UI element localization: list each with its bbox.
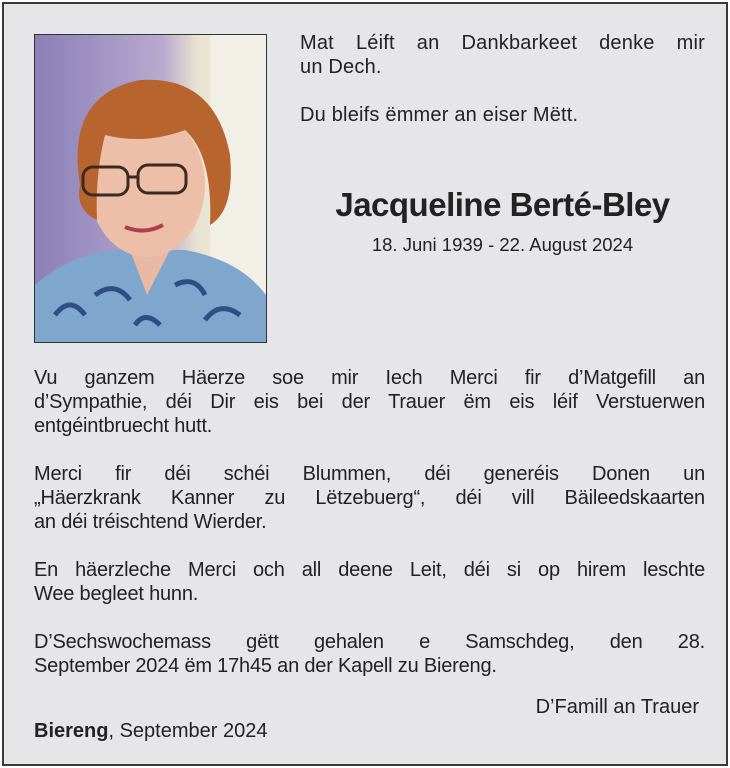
text-line: entgéintbruecht hutt. [34,415,213,437]
text-line: September 2024 ëm 17h45 an der Kapell zu Biereng. [34,655,497,677]
text-line: En häerzleche Merci och all deene Leit, déi si op hirem leschte [34,559,705,581]
text-line: „Häerzkrank Kanner zu Lëtzebuerg“, déi vill Bäileedskaarten [34,487,705,509]
paragraph [34,558,705,606]
obituary-notice [2,2,728,766]
motto-line: un Dech. [300,56,382,78]
life-dates: 18. Juni 1939 - 22. August 2024 [371,234,634,255]
text-line: D’Sechswochemass gëtt gehalen e Samschdeg, den 28. [34,631,705,653]
date-text: , September 2024 [108,720,268,742]
text-line: d’Sympathie, déi Dir eis bei der Trauer ëm eis léif Verstuerwen [34,391,705,413]
place-name: Biereng [34,720,109,742]
paragraph [34,630,705,678]
portrait-photo [34,34,267,343]
text-line: Merci fir déi schéi Blummen, déi generéis Donen un [34,463,705,485]
motto-line: Mat Léift an Dankbarkeet denke mir [300,32,705,54]
signature: D’Famill an Trauer [535,696,699,718]
text-line: Vu ganzem Häerze soe mir Iech Merci fir d’Matgefill an [34,367,705,389]
thanks-text [34,366,705,702]
place-date [34,720,267,743]
paragraph [34,462,705,534]
motto [300,31,705,127]
paragraph [34,366,705,438]
deceased-name: Jacqueline Berté-Bley [335,186,670,223]
motto-line: Du bleifs ëmmer an eiser Mëtt. [300,104,579,126]
text-line: Wee begleet hunn. [34,583,199,605]
text-line: an déi tréischtend Wierder. [34,511,267,533]
